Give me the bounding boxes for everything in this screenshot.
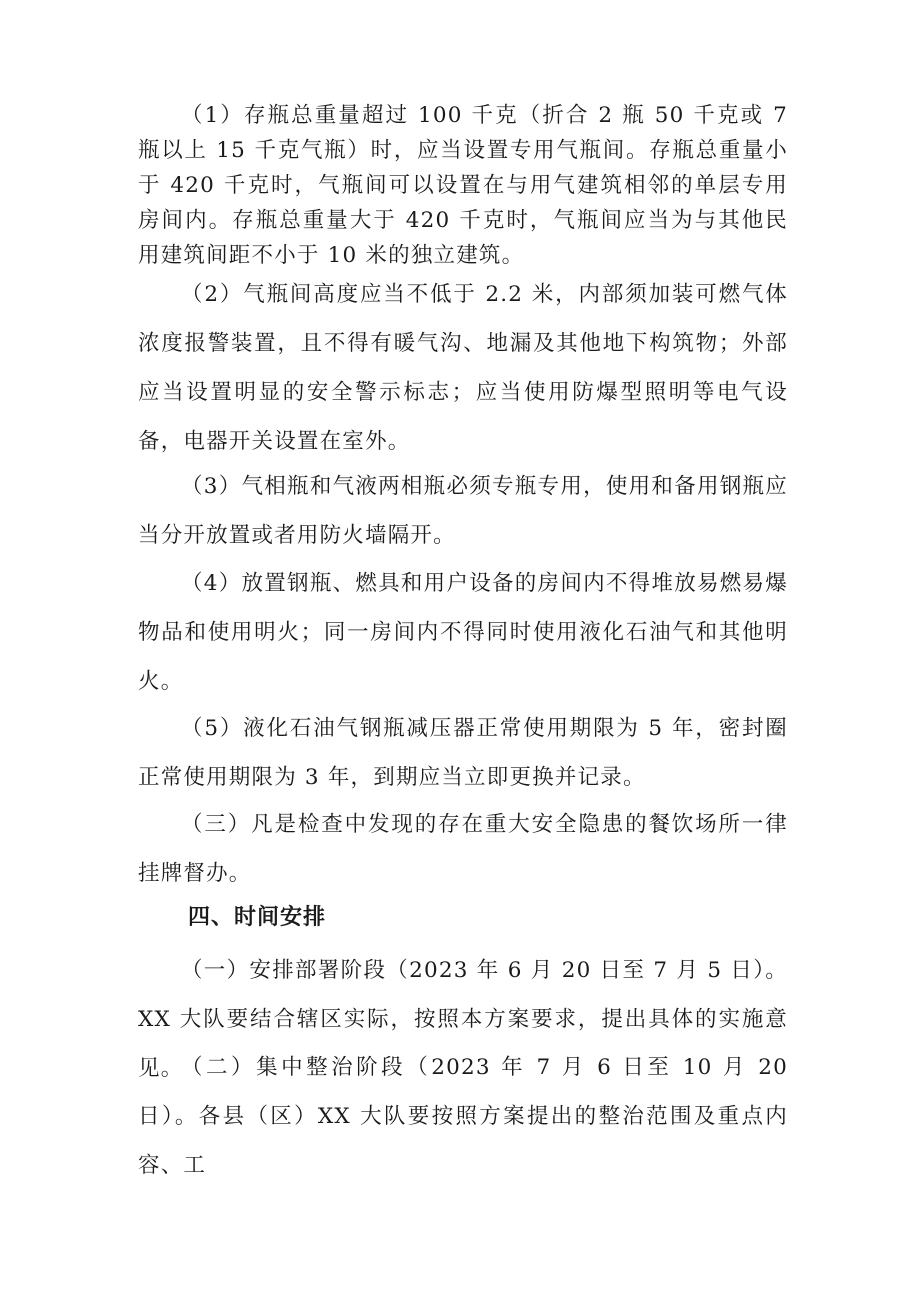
paragraph-supervision: （三）凡是检查中发现的存在重大安全隐患的餐饮场所一律挂牌督办。 (138, 812, 788, 886)
paragraph-no-fire: （4）放置钢瓶、燃具和用户设备的房间内不得堆放易燃易爆物品和使用明火；同一房间内不得同时使用液化石油气和其他明火。 (138, 571, 788, 694)
paragraph-gas-room-height: （2）气瓶间高度应当不低于 2.2 米，内部须加装可燃气体浓度报警装置，且不得有暖气沟、地漏及其他地下构筑物；外部应当设置明显的安全警示标志；应当使用防爆型照明等电气设备，电器开关设置在室外。 (138, 282, 788, 454)
paragraph-gas-room-weight: （1）存瓶总重量超过 100 千克（折合 2 瓶 50 千克或 7 瓶以上 15 千克气瓶）时，应当设置专用气瓶间。存瓶总重量小于 420 千克时，气瓶间可以设置在与用气建筑相邻的单层专用房间内。存瓶总重量大于 420 千克时，气瓶间应当为与其他民用建筑间距不小于 10 米的独立建筑。 (138, 103, 788, 268)
paragraph-phase-rectify: （二）集中整治阶段（2023 年 7 月 6 日至 10 月 20 日）。各县（区）XX 大队要按照方案提出的整治范围及重点内容、工 (138, 1055, 788, 1178)
paragraph-phase-deploy: （一）安排部署阶段（2023 年 6 月 20 日至 7 月 5 日）。XX 大队要结合辖区实际，按照本方案要求，提出具体的实施意见。 (138, 958, 788, 1081)
paragraph-regulator-life: （5）液化石油气钢瓶减压器正常使用期限为 5 年，密封圈正常使用期限为 3 年，到期应当立即更换并记录。 (138, 716, 788, 790)
paragraph-cylinder-use: （3）气相瓶和气液两相瓶必须专瓶专用，使用和备用钢瓶应当分开放置或者用防火墙隔开。 (138, 474, 788, 548)
section-heading-schedule: 四、时间安排 (188, 905, 327, 930)
